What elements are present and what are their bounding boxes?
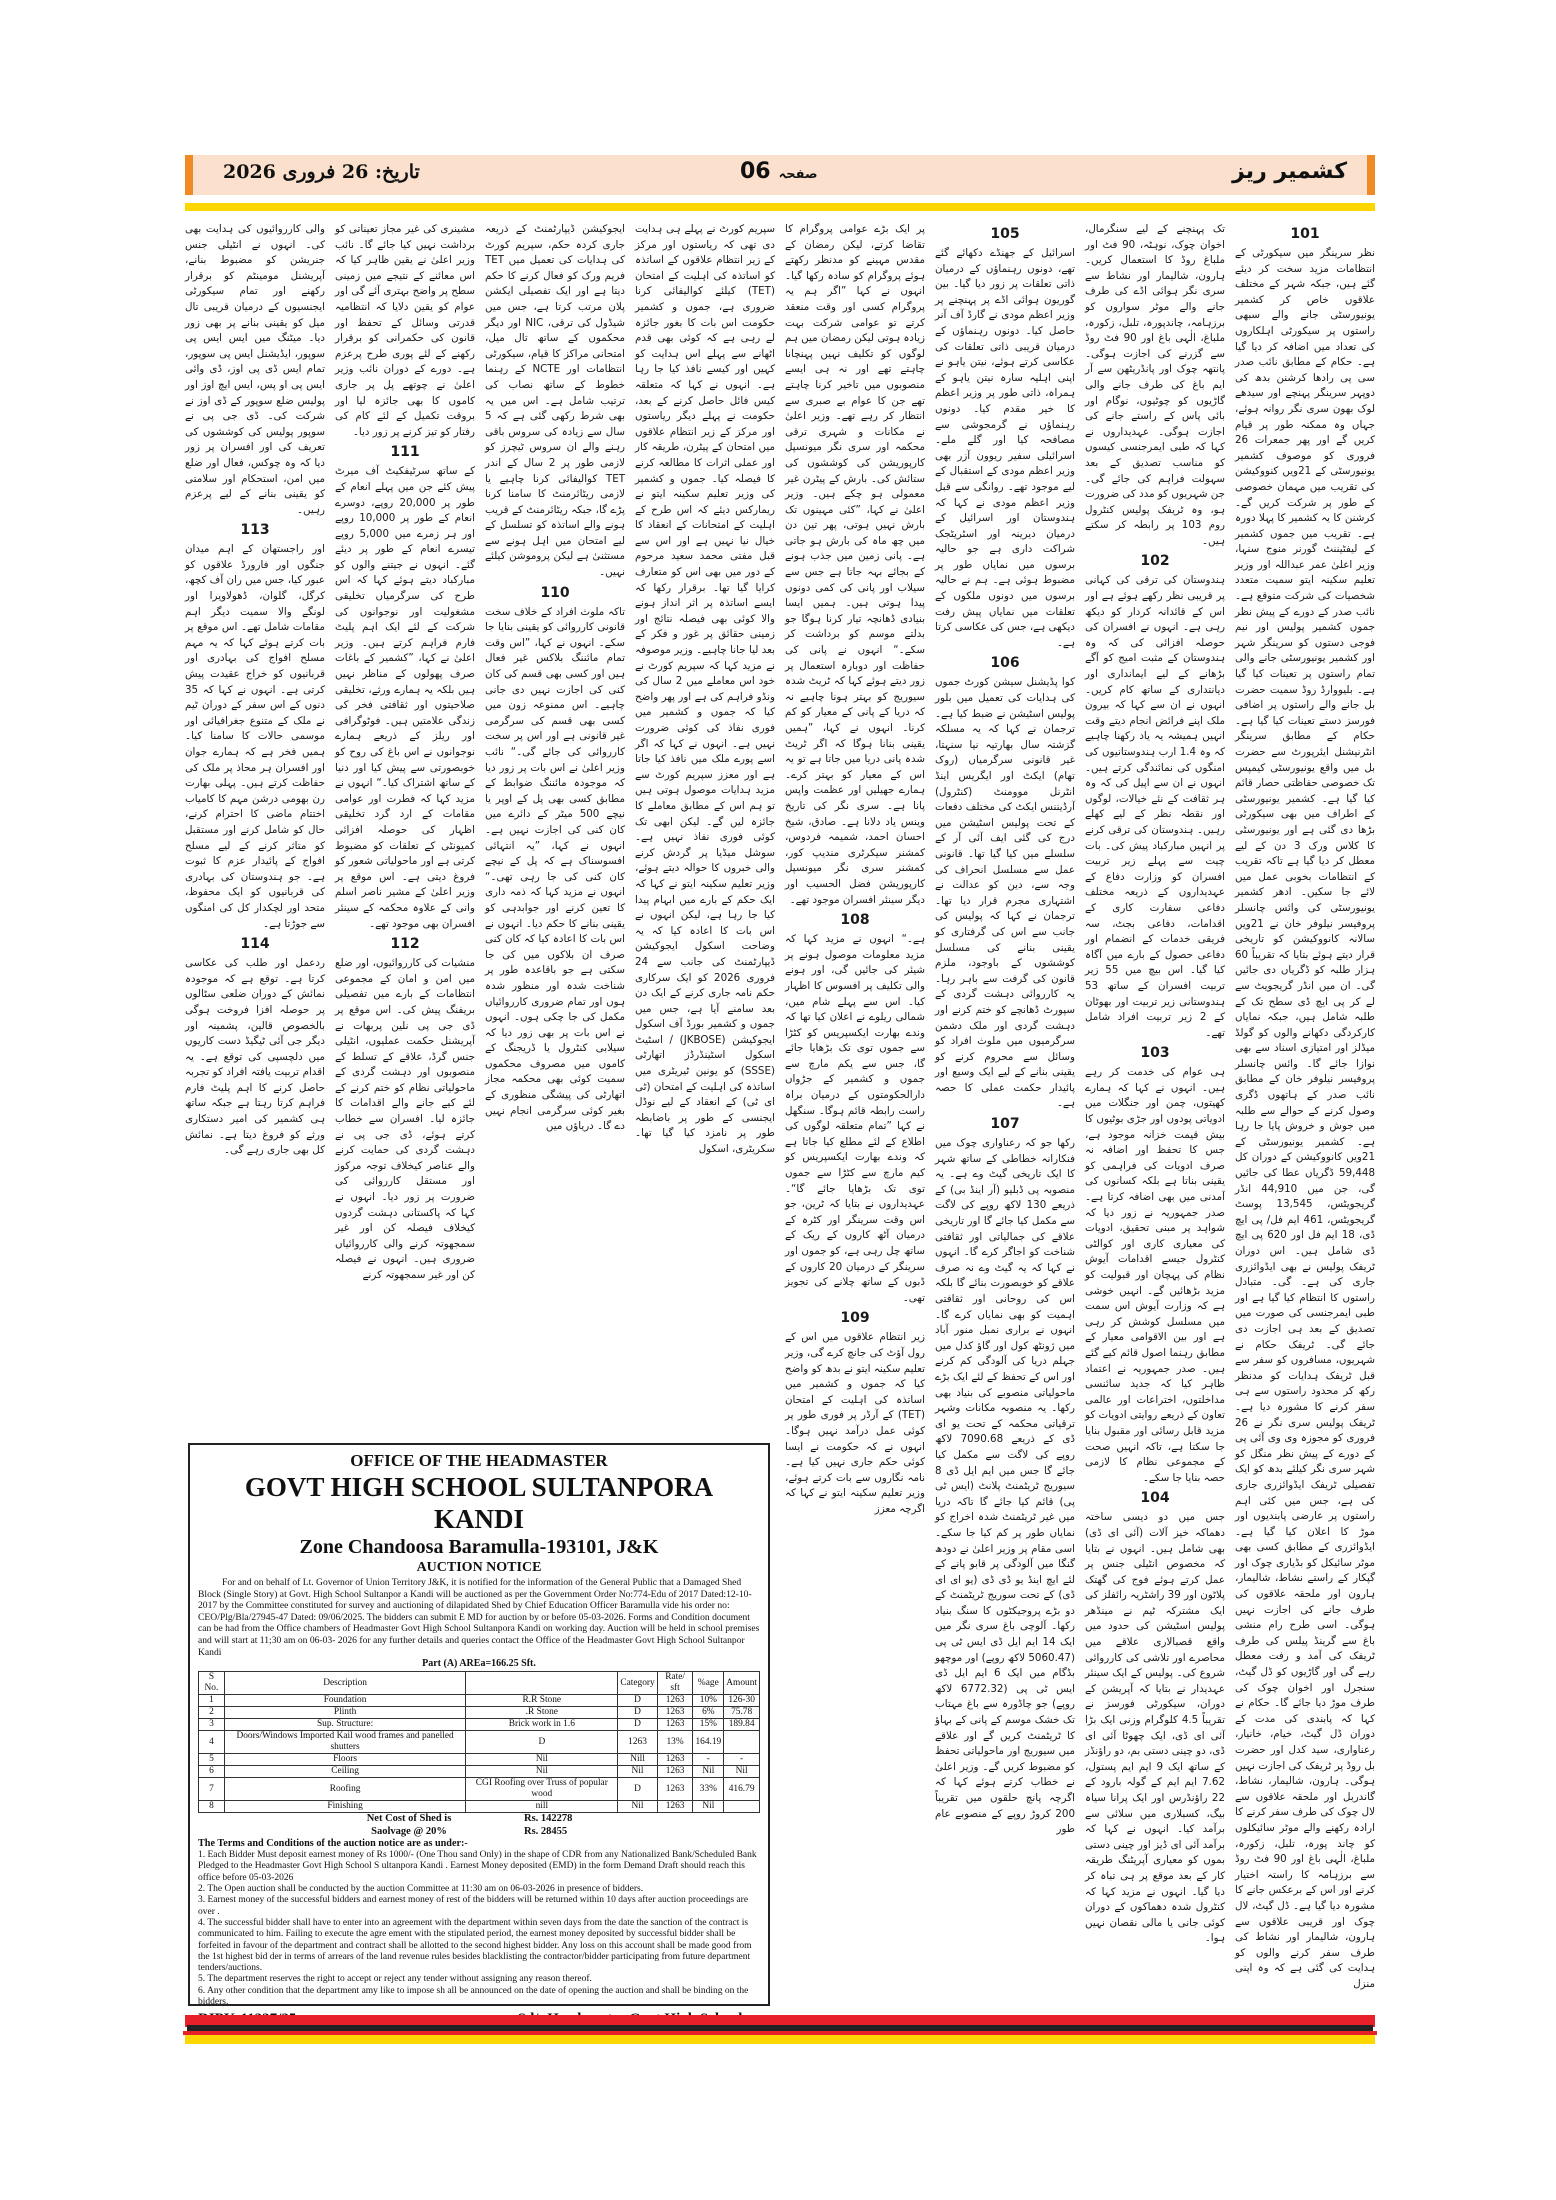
table-header-cell: %age [693,1672,724,1695]
table-cell: 1263 [657,1766,693,1778]
table-cell: Sup. Structure: [224,1719,465,1731]
story-text: پر ایک بڑے عوامی پروگرام کا تقاضا کرتے، لیکن رمضان کے مقدس مہینے کو مدنظر رکھتے ہوئے پروگرام کو سادہ رکھا گیا۔ انہوں نے کہا ”اگر ہم یہ پروگرام کسی اور وقت منعقد کرتے تو عوامی شرکت بہت زیادہ ہوتی لیکن رمضان میں ہم لوگوں کو تکلیف نہیں پہنچانا چاہتے تھے اور نہ ہی ایسے منصوبوں میں تاخیر کرنا چاہتے تھے جن کا عوام بے صبری سے انتظار کر رہے تھے۔ وزیر اعلیٰ نے مکانات و شہری ترقی محکمہ اور سری نگر میونسپل کارپوریشن کی کوششوں کی ستائش کی۔ بارش کے پیٹرن غیر معمولی ہو چکے ہیں۔ وزیر اعلیٰ نے کہا، ”کئی مہینوں تک بارش نہیں ہوتی، پھر تین دن میں چھ ماہ کی بارش ہو جاتی ہے۔ پانی زمین میں جذب ہونے کے بجائے بہہ جاتا ہے جس سے سیلاب اور پانی کی کمی دونوں پیدا ہوتی ہیں۔ ہمیں ایسا بنیادی ڈھانچہ تیار کرنا ہوگا جو بدلتے موسم کو برداشت کر سکے۔“ انہوں نے پانی کی حفاظت اور دوبارہ استعمال پر زور دیتے ہوئے کہا کہ ٹریٹ شدہ سیوریج کو بہتر ہونا چاہیے نہ کہ دریا کے پانی کے معیار کو کم کرنا۔ انہوں نے کہا، ”ہمیں یقینی بنانا ہوگا کہ اگر ٹریٹ شدہ پانی دریا میں جاتا ہے تو یہ اس کے معیار کو بہتر کرے۔ ہمارے جھیلیں اور عظمت واپس پانا ہے۔ سری نگر کی تاریخ وینس یاد دلانا ہے۔ صادق، شیخ احسان احمد، شمیمہ فردوس، کمشنر سیکرٹری مندیپ کور، کمشنر سری نگر میونسپل کارپوریشن فضل الحسیب اور دیگر سینئر افسران موجود تھے۔ [785,223,925,906]
table-cell: 10% [693,1695,724,1707]
table-cell: 1263 [657,1719,693,1731]
column-7 [335,222,475,1432]
table-cell: 1263 [657,1801,693,1813]
story-number: 114 [240,936,270,953]
table-cell: Roofing [224,1778,465,1801]
column-4 [785,222,925,2002]
table-cell: D [618,1778,657,1801]
story-number: 110 [540,584,570,601]
term-item: 2. The Open auction shall be conducted by the auction Committee at 11:30 am on 06-03-2026 in presence of bidders. [198,1884,644,1895]
table-row [199,1778,760,1801]
salvage-row [198,1826,760,1839]
story-text: تک پہنچنے کے لیے سنگرمال، اخوان چوک، نوہٹہ، 90 فٹ اور ملباغ روڈ کا استعمال کریں۔ ہارون، شالیمار اور نشاط سے سری نگر ہوائی اڈے کی طرف جانے والے موٹر سواروں کو برزہامہ، چاندپورہ، تلبل، زکورہ، ملباغ، الٰہی باغ اور 90 فٹ روڈ سے گزرنے کی اجازت ہوگی۔ پانتھہ چوک اور پانڈریٹھن سے آر ایم باغ کی طرف جانے والی گاڑیوں کو چوٹیوں، نوگام اور بائی پاس کے راستے جانے کی اجازت ہوگی۔ عہدیداروں نے کہا کہ طبی ایمرجنسی کیسوں کو مناسب تصدیق کے بعد سہولت فراہم کی جائے گی۔ جن شہریوں کو مدد کی ضرورت ہو، وہ ٹریفک پولیس کنٹرول روم 103 پر رابطہ کر سکتے ہیں۔ [1085,223,1226,547]
table-cell: 6 [199,1766,225,1778]
column-1 [1235,222,1375,2002]
story-text: ایجوکیشن ڈیپارٹمنٹ کے ذریعہ جاری کردہ حکم، سپریم کورٹ کی ہدایات کی تعمیل میں TET فریم ورک کو فعال کرنے کا حکم دیتا ہے اور ایک تفصیلی ایکشن پلان مرتب کرتا ہے، جس میں شیڈول کی ترقی، NIC اور دیگر محکموں کے ساتھ تال میل، امتحانی مراکز کا قیام، سیکورٹی انتظامات اور NCTE کے رہنما خطوط کے ساتھ نصاب کی ترتیب شامل ہے۔ اس میں یہ بھی شرط رکھی گئی ہے کہ 5 سال سے زیادہ کی سروس باقی رہنے والے ان سروس ٹیچرز کو لازمی طور پر 2 سال کے اندر TET کوالیفائی کرنا چاہیے یا لازمی ریٹائرمنٹ کا سامنا کرنا پڑے گا، جبکہ ریٹائرمنٹ کے قریب ہونے والے اساتذہ کو تسلسل کے لیے امتحان میں اہل ہونے سے مستثنیٰ ہے لیکن پروموشن کیلئے نہیں۔ [485,223,625,579]
story-number: 109 [840,1310,870,1327]
story-text: نظر سرینگر میں سیکورٹی کے انتظامات مزید سخت کر دیئے گئے ہیں، جبکہ شہر کے مختلف علاقوں خاص کر کشمیر یونیورسٹی جانے والے سبھی راستوں پر سیکورٹی اہلکاروں کی تعداد میں اضافہ کر دیا گیا ہے۔ حکام کے مطابق نائب صدر سی پی رادھا کرشنن بدھ کی دوپہر سرینگر پہنچے اور سیدھے لوک بھون سری نگر روانہ ہوئے، جہاں وہ ممکنہ طور پر قیام کریں گے اور پھر جمعرات 26 فروری کو موصوف کشمیر یونیورسٹی کے 21ویں کنووکیشن کی تقریب میں مہمان خصوصی کے طور پر شرکت کریں گے۔ کرشنن کا یہ کشمیر کا پہلا دورہ ہے۔ تقریب میں جموں کشمیر کے لیفٹیننٹ گورنر منوج سنہا، وزیر اعلیٰ عمر عبداللہ اور وزیر تعلیم سکینہ ایتو سمیت متعدد شخصیات کی شرکت متوقع ہے۔ نائب صدر کے دورے کے پیش نظر جموں کشمیر پولیس اور نیم فوجی دستوں کو سرینگر شہر اور کشمیر یونیورسٹی جانے والی تمام راستوں پر تعینات کیا گیا ہے۔ بلیووارڈ روڈ سمیت حضرت بل جانے والے راستوں پر اضافی فورسز دستے تعینات کیا گیا ہے۔ حکام کے مطابق سرینگر انٹرنیشنل ایئرپورٹ سے حضرت بل میں واقع یونیورسٹی کیمپس تک خصوصی حفاظتی حصار قائم کیا گیا ہے۔ کشمیر یونیورسٹی کے اطراف میں بھی سیکورٹی بڑھا دی گئی ہے اور یونیورسٹی کا کلاس ورک 3 دن کے لیے معطل کر دیا گیا ہے تاکہ تقریب کے انتظامات بخوبی عمل میں لائے جا سکیں۔ ادھر کشمیر یونیورسٹی کی وائس چانسلر پروفیسر نیلوفر خان نے 21ویں سالانہ کانووکیشن کو تاریخی قرار دیتے ہوئے بتایا کہ تقریباً 60 ہزار طلبہ کو ڈگریاں دی جائیں گی۔ ان میں انڈر گریجویٹ سے لے کر پی ایچ ڈی سطح تک کے طلبہ شامل ہیں، جبکہ نمایاں کارکردگی دکھانے والوں کو گولڈ میڈلز اور امتیازی اسناد سے بھی نوازا جائے گا۔ وائس چانسلر پروفیسر نیلوفر خان کے مطابق نائب صدر کے ہاتھوں ڈگری وصول کرنے کے حوالے سے طلبہ میں جوش و خروش پایا جا رہا ہے۔ کشمیر یونیورسٹی کے 21ویں کانووکیشن کے دوران کل 59,448 ڈگریاں عطا کی جائیں گی، جن میں 44,910 انڈر گریجویٹس، 13,545 پوسٹ گریجویٹس، 461 ایم فل/ پی ایچ ڈی، 18 ایم فل اور 620 پی ایچ ڈی شامل ہیں۔ اس دوران ٹریفک پولیس نے بھی ایڈوائزری جاری کی ہے۔ گی۔ متبادل راستوں کا انتظام کیا گیا ہے اور طبی ایمرجنسی کی صورت میں تصدیق کے بعد ہی اجازت دی جائے گی۔ ٹریفک حکام نے شہریوں، مسافروں کو سفر سے قبل ٹریفک ہدایات کو مدنظر رکھ کر محدود راستوں سے ہی سفر کرنے کا مشورہ دیا ہے۔ ٹریفک پولیس سری نگر نے 26 فروری کو مجوزہ وی وی آئی پی کے دورے کے پیش نظر منگل کو شہر سری نگر کیلئے بدھ کو ایک تفصیلی ٹریفک ایڈوائزری جاری کی ہے، جس میں کئی اہم راستوں پر عارضی پابندیوں اور موڑ کا اعلان کیا گیا ہے۔ ایڈوائزری کے مطابق کسی بھی موٹر سائیکل کو بڈیاری چوک اور گپکار کے راستے نشاط، شالیمار، ہارون اور ملحقہ علاقوں کی طرف جانے کی اجازت نہیں ہوگی۔ اسی طرح رام منشی باغ سے گرینڈ پیلس کی طرف ٹریفک کی آمد و رفت معطل رہے گی اور گاڑیوں کو ڈل گیٹ، سنجرل اور اخوان چوک کی طرف موڑ دیا جائے گا۔ حکام نے کہا کہ پابندی کی مدت کے دوران ڈل گیٹ، خیام، خانیار، رعناواری، سید کدل اور حضرت بل روڈ پر ٹریفک کی اجازت نہیں ہوگی۔ ہارون، شالیمار، نشاط، گاندربل اور ملحقہ علاقوں سے لال چوک کی طرف سفر کرنے کا ارادہ رکھنے والے موٹر سائیکلوں کو چاند پورہ، تلبل، زکورہ، ملباغ، الٰہی باغ اور 90 فٹ روڈ سے برزہامہ کا راستہ اختیار کرنے اور اس کے برعکس جانے کا مشورہ دیا گیا ہے۔ ڈل گیٹ، لال چوک اور قریبی علاقوں سے ہارون، شالیمار اور نشاط کی طرف سفر کرنے والوں کو ہدایت کی گئی ہے کہ وہ اپنی منزل [1235,247,1375,1990]
table-cell: Doors/Windows Imported Kail wood frames and panelled shutters [224,1731,465,1754]
table-cell: Nil [724,1766,760,1778]
table-cell: Nil [618,1766,657,1778]
table-cell: 13% [657,1731,693,1754]
table-header-cell: Amount [724,1672,760,1695]
table-cell: Nil [693,1766,724,1778]
auction-notice-ad [188,1443,770,2006]
table-header-cell: Category [618,1672,657,1695]
table-cell: CGI Roofing over Truss of popular wood [466,1778,618,1801]
story-text: ہندوستان کی ترقی کی کہانی پر قریبی نظر رکھے ہوئے ہے اور اس کے قائدانہ کردار کو دیکھ رہی ہے۔ انہوں نے افسران کی حوصلہ افزائی کی کہ وہ ہندوستان کے مثبت امیج کو آگے بڑھانے کے لیے ایمانداری اور دیانتداری کے ساتھ کام کریں۔ انہوں نے ان سے کہا کہ بیرون ملک اپنے فرائض انجام دیتے وقت انہیں ہمیشہ یہ یاد رکھنا چاہیے کہ وہ 1.4 ارب ہندوستانیوں کی امنگوں کی نمائندگی کرتے ہیں۔ انہوں نے ان سے اپیل کی کہ وہ ہر ثقافت کے نئے خیالات، لوگوں اور نقطہ نظر کے لیے کھلے رہیں۔ ہندوستان کی ترقی کرنے پر انہیں مبارکباد پیش کی۔ بات چیت سے پہلے زیر تربیت افسران کو وزارت دفاع کے عہدیداروں کے ذریعہ مختلف دفاعی سفارت کاری کے اقدامات، دفاعی بجٹ، سہ فریقی خدمات کے انضمام اور دفاعی حصول کے بارے میں آگاہ کیا گیا۔ اس بیچ میں 55 زیر تربیت افسران کے ساتھ 53 ہندوستانی زیر تربیت اور بھوٹان کے 2 زیر تربیت افراد شامل تھے۔ [1085,574,1226,1039]
table-cell: 1 [199,1695,225,1707]
table-cell [724,1801,760,1813]
auction-table [198,1671,760,1813]
story-text: تاکہ ملوث افراد کے خلاف سخت قانونی کارروائی کو یقینی بنایا جا سکے۔ انہوں نے کہا، ”اس وقت تمام مائننگ بلاکس غیر فعال ہیں اور کسی بھی قسم کی کان کنی کی اجازت نہیں دی جانی چاہیے۔ اس ممنوعہ زون میں کسی بھی قسم کی سرگرمی غیر قانونی ہے اور اس پر سخت کارروائی کی جائے گی۔“ نائب وزیر اعلیٰ نے اس بات پر زور دیا کہ موجودہ مائننگ ضوابط کے مطابق کسی بھی پل کے اوپر یا نیچے 500 میٹر کے دائرے میں کان کنی کی اجازت نہیں ہے۔ انہوں نے کہا، ”یہ انتہائی افسوسناک ہے کہ پل کے نیچے کان کنی کی جا رہی تھی۔“ انہوں نے مزید کہا کہ ذمہ داری کا تعین کرنے اور جوابدہی کو یقینی بنانے کا حکم دیا۔ انہوں نے اس بات کا اعادہ کیا کہ کان کنی صرف ان بلاکوں میں کی جا سکتی ہے جو باقاعدہ طور پر شناخت شدہ اور منظور شدہ ہوں اور تمام ضروری کارروائیاں مکمل کی جا چکی ہوں۔ انہوں نے اس بات پر بھی زور دیا کہ سیلابی کنٹرول یا ڈریجنگ کے کاموں میں مصروف محکموں سمیت کوئی بھی محکمہ مجاز اتھارٹی کی پیشگی منظوری کے بغیر کوئی سرگرمی انجام نہیں دے گا۔ دریاؤں میں [485,605,625,1133]
notice-body: For and on behalf of Lt. Governor of Union Territory J&K, it is notified for the information of the General Public that a Damaged Shed Block (Single Story) at Govt. High School Sultanpor a Kandi will be auctioned as per the Government Order No:774-Edu of 2017 Dated:12-10-2017 by the Committee constituted for survey and auctioning of dilapidated Shed by Chief Education Officer Baramulla vide his order no: CEO/Plg/Bla/27945-47 Dated: 09/06/2025. The bidders can submit E MD for auction by or before 05-03-2026. Forms and Condition document can be had from the Office chambers of Headmaster Govt High School Sultanpora Kandi on working day. Auction will be held in school premises and will start at 11;30 am on 06-03- 2026 for any further details and queries contact the Office of the Headmaster Govt High School Sultanpor Kandi [198,1577,760,1658]
table-row [199,1695,760,1707]
table-cell: nill [466,1801,618,1813]
story-text: ردعمل اور طلب کی عکاسی کرتا ہے۔ توقع ہے کہ موجودہ نمائش کے دوران ضلعی سٹالوں پر حوصلہ افزا فروخت ہوگی بالخصوص قالین، پشمینہ اور دیگر جی آئی ٹیگیڈ دست کاریوں میں دلچسپی کی توقع ہے۔ یہ اقدام تربیت یافتہ افراد کو تجربہ حاصل کرنے کا اہم پلیٹ فارم فراہم کرتا رہتا ہے جبکہ ساتھ ہی کشمیر کی امیر دستکاری ورثے کو فروغ دیتا ہے۔ نمائش کل بھی جاری رہے گی۔ [185,957,325,1157]
table-cell: - [724,1754,760,1766]
story-number: 112 [390,936,420,953]
story-text: مشینری کی غیر مجاز تعیناتی کو برداشت نہیں کیا جائے گا۔ نائب وزیر اعلیٰ نے یقین ظاہر کیا کہ اس معائنے کے نتیجے میں زمینی سطح پر واضح بہتری آئے گی اور عوام کو یقین دلایا کہ انتظامیہ قدرتی وسائل کے تحفظ اور قانون کی حکمرانی کو برقرار رکھنے کے لئے پوری طرح پرعزم ہے۔ دورے کے دوران نائب وزیر اعلیٰ نے چوتھے پل پر جاری کاموں کا بھی جائزہ لیا اور بروقت تکمیل کے لئے کام کی رفتار کو تیز کرنے پر زور دیا۔ [335,223,475,438]
table-header-cell: Description [224,1672,465,1695]
page-number: 06 [740,159,771,184]
column-2 [1085,222,1225,2002]
table-cell: R.R Stone [466,1695,618,1707]
table-cell: 15% [693,1719,724,1731]
column-5 [635,222,775,1432]
table-cell: 189.84 [724,1719,760,1731]
table-cell: Nill [618,1754,657,1766]
story-text: جس میں دو دیسی ساختہ دھماکہ خیز آلات (آئی ای ڈی) بھی شامل ہیں۔ انہوں نے بتایا کہ مخصوص انٹیلی جنس پر عمل کرتے ہوئے فوج کی گھتک پلاٹون اور 39 راشٹریہ رائفلز کی ایک مشترکہ ٹیم نے مینڈھر پولیس اسٹیشن کی حدود میں واقع قصبالاری علاقے میں محاصرے اور تلاشی کی کارروائی شروع کی۔ پولیس کے ایک سینئر عہدیدار نے بتایا کہ آپریشن کے دوران، سیکورٹی فورسز نے تقریباً 4.5 کلوگرام وزنی ایک بڑا آئی ای ڈی، ایک چھوٹا آئی ای ڈی، دو چینی دستی بم، دو راؤنڈز کے ساتھ ایک 9 ایم ایم پستول، 7.62 ایم ایم کے گولہ بارود کے 22 راؤنڈرس اور ایک پرانا سیاہ بیگ، کسبلاری میں سلائی سے برآمد کیا۔ انہوں نے کہا کہ برآمد آئی ای ڈیز اور چینی دستی بموں کو معیاری آپریٹنگ طریقہ کار کے بعد موقع پر ہی تباہ کر دیا گیا۔ انہوں نے مزید کہا کہ کنٹرول شدہ دھماکوں کے دوران کوئی جانی یا مالی نقصان نہیں ہوا۔ [1085,1511,1226,1945]
table-cell: 1263 [657,1778,693,1801]
table-row [199,1731,760,1754]
table-cell: 4 [199,1731,225,1754]
table-cell: Nil [693,1801,724,1813]
story-number: 106 [990,655,1020,672]
table-cell: Plinth [224,1707,465,1719]
story-text: والی کارروائیوں کی ہدایت بھی کی۔ انہوں نے انٹیلی جنس جنریشن کو مضبوط بنانے، آپریشنل مومینٹم کو برقرار رکھنے اور تمام سیکورٹی ایجنسیوں کے درمیان قریبی تال میل کو یقینی بنانے پر بھی زور دیا۔ میٹنگ میں ایس ایس پی سوپور، ایڈیشنل ایس پی سوپور، تمام ایس ڈی پی اوز، ڈی وائی ایس پی او پس، ایس ایچ اوز اور پولیس ضلع سوپور کے ڈی اوز نے شرکت کی۔ ڈی جی پی نے سوپور پولیس کی کوششوں کی تعریف کی اور افسران پر زور دیا کہ وہ چوکس، فعال اور ضلع میں امن، استحکام اور سلامتی کو یقینی بنانے کے لیے پرعزم رہیں۔ [185,223,325,516]
term-item: 3. Earnest money of the successful bidders and earnest money of rest of the bidders will be returned within 10 days after auction proceedings are over . [198,1895,749,1917]
story-text: کوا پڈیشنل سیشن کورٹ جموں کی ہدایات کی تعمیل میں بلور پولیس اسٹیشن نے ضبط کیا ہے۔ ترجمان نے کہا کہ یہ مسلکہ گزشتہ سال بھارتیہ نیا سنہتا، غیر قانونی سرگرمیاں (روک تھام) ایکٹ اور ایگریس اینڈ انٹرنل موومنٹ (کنٹرول) آرڈیننس ایکٹ کی مختلف دفعات کے تحت پولیس اسٹیشن میں درج کی گئی ایف آئی آر کے سلسلے میں کیا گیا تھا۔ قانونی عمل سے مسلسل انحراف کی وجہ سے، دین کو عدالت نے اشتہاری مجرم قرار دیا تھا۔ ترجمان نے کہا کہ پولیس کی جانب سے اس کی گرفتاری کو یقینی بنانے کی مسلسل کوششوں کے باوجود، ملزم قانون کی گرفت سے باہر رہا۔ یہ کارروائی دہشت گردی کے سپورٹ ڈھانچے کو ختم کرنے اور دہشت گردی اور ملک دشمن سرگرمیوں میں ملوث افراد کو وسائل سے محروم کرنے کو یقینی بنانے کے لیے ایک وسیع اور پائیدار حکمت عملی کا حصہ ہے۔ [935,676,1075,1110]
table-cell: .R Stone [466,1707,618,1719]
table-header-cell [466,1672,618,1695]
table-body [199,1695,760,1813]
table-cell: D [466,1731,618,1754]
table-cell: 1263 [657,1695,693,1707]
column-8 [185,222,325,1432]
story-number: 105 [990,226,1020,242]
table-cell: Floors [224,1754,465,1766]
net-cost-value: Rs. 142278 [524,1813,573,1825]
table-cell: 2 [199,1707,225,1719]
page-label: صفحہ [778,167,818,182]
story-number: 108 [840,912,870,929]
footer-yellow-bar [185,2035,1375,2044]
salvage-label: Saolvage @ 20% [371,1825,447,1837]
table-cell: D [618,1719,657,1731]
table-row [199,1766,760,1778]
table-cell: 1263 [657,1707,693,1719]
table-cell: 5 [199,1754,225,1766]
table-cell: 1263 [618,1731,657,1754]
story-text: منشیات کی کارروائیوں، اور ضلع میں امن و امان کے مجموعی انتظامات کے بارے میں تفصیلی بریفنگ پیش کی۔ اس موقع پر ڈی جی پی نلین پربھات نے آپریشنل حکمت عملیوں، انٹیلی جنس گرڈ، علاقے کے تسلط کے منصوبوں اور دہشت گردی کے ماحولیاتی نظام کو ختم کرنے کے لئے کیے جانے والے اقدامات کا جائزہ لیا۔ افسران سے خطاب کرتے ہوئے، ڈی جی پی نے دہشت گردی کی حمایت کرنے والے عناصر کیخلاف توجہ مرکوز اور مستقل کارروائی کی ضرورت پر زور دیا۔ انہوں نے کہا کہ پاکستانی دہشت گردوں کیخلاف فیصلہ کن اور غیر سمجھوتہ کرنے والی کارروائیاں ضروری ہیں۔ انہوں نے فیصلہ کن اور غیر سمجھوتہ کرنے [335,957,475,1281]
terms-heading: The Terms and Conditions of the auction notice are as under:- [198,1838,468,1850]
table-cell: Nil [466,1766,618,1778]
term-item: 4. The successful bidder shall have to enter into an agreement with the department within seven days from the date the sanction of the contract is communicated to him. Failing to execute the agre ement with the stipulated period, the earnest money deposited by successful bidder shall be forfeited in favour of the department and contract shall be allotted to the second highest bidder. Any loss on this account shall be made good from the 1st highest bid der in terms of arrears of the land revenue rules besides blacklisting the contractor/bidder participating from future department tenders/auctions. [198,1917,752,1974]
table-cell: 3 [199,1719,225,1731]
story-text: ہی عوام کی خدمت کر رہے ہیں۔ انہوں نے کہا کہ ہمارے کھیتوں، چمن اور جنگلات میں ادویاتی پودوں اور جڑی بوٹیوں کا بیش قیمت خزانہ موجود ہے، جس کا تحفظ اور اضافہ نہ صرف ادویات کی فراہمی کو یقینی بناتا ہے بلکہ کسانوں کی آمدنی میں بھی اضافہ کرتا ہے۔ صدر جمہوریہ نے زور دیا کہ شواہد پر مبنی تحقیق، ادویات کی معیاری کاری اور کوالٹی کنٹرول جیسے اقدامات آیوش نظام کی پہچان اور قبولیت کو مزید بڑھائیں گے۔ انہیں خوشی ہے کہ وزارت آیوش اس سمت میں مسلسل کوشش کر رہی ہے اور بین الاقوامی معیار کے مطابق رہنما اصول قائم کیے گئے ہیں۔ صدر جمہوریہ نے اعتماد ظاہر کیا کہ جدید سائنسی مداخلتوں، اختراعات اور عالمی تعاون کے ذریعے روایتی ادویات کو مزید قابل رسائی اور مقبول بنایا جا سکتا ہے، تاکہ انہیں صحت کے مجموعی نظام کا لازمی حصہ بنایا جا سکے۔ [1085,1066,1225,1484]
table-cell: Ceiling [224,1766,465,1778]
story-text: رکھا جو کہ رعناواری چوک میں فنکارانہ خطاطی کے ساتھ شہر کا ایک تاریخی گیٹ وے ہے۔ یہ منصوبہ پی ڈبلیو (آر اینڈ بی) کے ذریعے 130 لاکھ روپے کی لاگت سے مکمل کیا جائے گا اور تاریخی علاقے کی جمالیاتی اور ثقافتی شناخت کو اجاگر کرے گا۔ انہوں نے کہا کہ یہ گیٹ وے نہ صرف علاقے کو خوبصورت بنائے گا بلکہ اس کی روحانی اور ثقافتی اہمیت کو بھی نمایاں کرے گا۔ انہوں نے براری نمبل منور آباد میں ژونٹھ کول اور گاؤ کدل میں جہلم دریا کی آلودگی کم کرنے اور اس کے تحفظ کے لئے ایک بڑے ماحولیاتی منصوبے کی بنیاد بھی رکھا۔ یہ منصوبہ مکانات وشہر ترقیاتی محکمہ کے تحت یو ای ڈی کے ذریعے 7090.68 لاکھ روپے کی لاگت سے مکمل کیا جائے گا جس میں ایم ایل ڈی 8 سیوریج ٹریٹمنٹ پلانٹ (ایس ٹی پی) قائم کیا جائے گا تاکہ دریا میں غیر ٹریٹمنٹ شدہ اخراج کو نمایاں طور پر کم کیا جا سکے۔ اسی مقام پر وزیر اعلیٰ نے دودھ گنگا میں آلودگی پر قابو پانے کے لئے ایچ اینڈ یو ڈی ڈی (یو ای ای ڈی) کے تحت سوریج ٹریٹمنٹ کے دو بڑے پروجیکٹوں کا سنگ بنیاد رکھا۔ آلوچی باغ سری نگر میں ایک 14 ایم ایل ڈی ایس ٹی پی (5060.47 لاکھ روپے) اور موچھو بڈگام میں ایک 6 ایم ایل ڈی ایس ٹی پی (6772.32 لاکھ روپے) جو چاڈورہ سے باغ مہتاب تک خشک موسم کے پانی کے بہاؤ کا ٹریٹمنٹ کریں گے اور علاقے میں سیوریج اور ماحولیاتی تحفظ کو مضبوط کریں گے۔ وزیر اعلیٰ نے خطاب کرتے ہوئے کہا کہ اگرچہ پانچ حلقوں میں تقریباً 200 کروڑ روپے کے منصوبے عام طور [935,1137,1075,1836]
net-cost-label: Net Cost of Shed is [366,1813,452,1825]
newspaper-name: کشمیر ریز [1232,159,1347,184]
notice-part: Part (A) AREa=166.25 Sft. [422,1658,536,1670]
story-number: 101 [1290,226,1320,242]
table-cell: D [618,1707,657,1719]
table-cell [724,1731,760,1754]
story-text: کے ساتھ سرٹیفکیٹ آف میرٹ پیش کئے جن میں پہلے انعام کے طور پر 20,000 روپے، دوسرے انعام کے طور پر 10,000 روپے اور ہر زمرے میں 5,000 روپے تیسرے انعام کے طور پر دیئے گئے۔ انہوں نے جیتنے والوں کو مبارکباد دیتے ہوئے کہا کہ اس طرح کی سرگرمیاں تخلیقی مشغولیت اور نوجوانوں کی شرکت کے لئے ایک اہم پلیٹ فارم فراہم کرتے ہیں۔ وزیر اعلیٰ نے کہا، ”کشمیر کے باغات صرف پھولوں کے مناظر نہیں ہیں بلکہ یہ ہمارے ورثے، تخلیقی صلاحیتوں اور ثقافتی فخر کی زندگی علامتیں ہیں۔ فوٹوگرافی اور ریلز کے ذریعے ہمارے نوجوانوں نے اس باغ کی روح کو خوبصورتی سے پیش کیا اور دنیا کے ساتھ اشتراک کیا۔“ انہوں نے مزید کہا کہ فطرت اور عوامی مقامات کے ارد گرد تخلیقی اظہار کی حوصلہ افزائی کمیونٹی کے تعلقات کو مضبوط کرتی ہے اور ماحولیاتی شعور کو فروغ دیتی ہے۔ اس موقع پر وزیر اعلیٰ کے مشیر ناصر اسلم وانی کے علاوہ محکمہ کے سینئر افسران بھی موجود تھے۔ [335,465,475,930]
net-cost-row [198,1813,760,1826]
masthead-accent-left [185,155,193,195]
column-3 [935,222,1075,2002]
table-row [199,1754,760,1766]
story-number: 102 [1140,553,1170,570]
term-item: 6. Any other condition that the department amy like to impose sh all be announced on the date of opening the auction and shall be binding on the bidders. [198,1985,749,2008]
story-text: اسرائیل کے جھنڈے دکھائے گئے تھے، دونوں رہنماؤں کے درمیان ذاتی تعلقات پر زور دیا گیا۔ بین گوریون ہوائی اڈے پر پہنچنے پر وزیر اعظم مودی نے گارڈ آف آنر حاصل کیا۔ دونوں رہنماؤں کے درمیان قریبی ذاتی تعلقات کی عکاسی کرتے ہوئے، نیتن یاہو نے اپنی اہلیہ سارہ نیتن یاہو کے ہمراہ، ذاتی طور پر وزیر اعظم کا خیر مقدم کیا۔ دونوں رہنماؤں نے گرمجوشی سے مصافحہ کیا اور گلے ملے۔ اسرائیلی سفیر ریوون آزر بھی وزیر اعظم مودی کے استقبال کے لیے موجود تھے۔ روانگی سے قبل وزیر اعظم مودی نے کہا کہ ہندوستان اور اسرائیل کے درمیان دیرینہ اور اسٹریٹجک شراکت داری ہے جو حالیہ برسوں میں نمایاں طور پر مضبوط ہوئی ہے۔ ہم نے حالیہ برسوں میں دونوں ملکوں کے تعلقات میں نمایاں پیش رفت دیکھی ہے، جس کی عکاسی کرتا ہے۔ [935,247,1075,649]
notice-office: OFFICE OF THE HEADMASTER [350,1451,608,1470]
table-row [199,1801,760,1813]
issue-date: تاریخ: 26 فروری 2026 [223,161,420,183]
story-number: 103 [1140,1045,1170,1062]
table-cell: 6% [693,1707,724,1719]
table-row [199,1707,760,1719]
table-cell: 33% [693,1778,724,1801]
table-cell: 1263 [657,1754,693,1766]
salvage-value: Rs. 28455 [524,1825,568,1837]
story-number: 113 [240,522,270,539]
table-header-cell: S No. [199,1672,225,1695]
table-cell: Nil [466,1754,618,1766]
table-header-row [199,1672,760,1695]
masthead-accent-right [1367,155,1375,195]
table-cell: 416.79 [724,1778,760,1801]
table-row [199,1719,760,1731]
table-cell: 7 [199,1778,225,1801]
notice-zone: Zone Chandoosa Baramulla-193101, J&K [299,1536,659,1558]
table-cell: D [618,1695,657,1707]
story-text: ہے۔“ انہوں نے مزید کہا کہ مزید معلومات موصول ہونے پر شیئر کی جائیں گی، اور ہونے والی تکلیف پر افسوس کا اظہار کیا۔ اس سے پہلے شام میں، شمالی ریلوے نے اعلان کیا تھا کہ وندے بھارت ایکسپریس کو کٹڑا سے جموں توی تک بڑھایا جائے گا، جس سے یکم مارچ سے جموں و کشمیر کے جڑواں دارالحکومتوں کے درمیان براہ راست رابطہ قائم ہوگا۔ سنگھل نے کہا ”تمام متعلقہ لوگوں کی اطلاع کے لئے مطلع کیا جاتا ہے کہ وندے بھارت ایکسپریس کو کیم مارچ سے کٹڑا سے جموں توی تک بڑھایا جائے گا“۔ عہدیداروں نے بتایا کہ ٹرین، جو اس وقت سرینگر اور کٹرہ کے درمیان آٹھ کاروں کے ریک کے ساتھ چل رہی ہے، کو جموں اور سرینگر کے درمیان 20 کاروں کے ڈبوں کے ساتھ چلانے کی تجویز تھی۔ [785,933,925,1304]
table-cell: Foundation [224,1695,465,1707]
story-text: سپریم کورٹ نے پہلے ہی ہدایت دی تھی کہ ریاستوں اور مرکز کے زیر انتظام علاقوں کے اساتذہ کو اساتذہ کی اہلیت کے امتحان (TET) کیلئے کوالیفائی کرنا ضروری ہے، جموں و کشمیر حکومت اس بات کا بغور جائزہ لے رہی ہے کہ کوئی بھی قدم اٹھانے سے پہلے اس ہدایت کو کہیں اور کیسے نافذ کیا جا رہا ہے۔ انہوں نے کہا کہ متعلقہ کیس فائل حاصل کرنے کے بعد، حکومت نے پہلے دیگر ریاستوں اور مرکز کے زیر انتظام علاقوں میں امتحان کے پیٹرن، طریقہ کار اور عملی اثرات کا مطالعہ کرنے کا فیصلہ کیا۔ جموں و کشمیر کی وزیر تعلیم سکینہ ایتو نے ریمارکس دیئے کہ اس طرح کے اہلیت کے امتحانات کے انعقاد کا خیال نیا نہیں ہے اور اس سے قبل مفتی محمد سعید مرحوم کے دور میں بھی اس کو متعارف کرایا گیا تھا۔ برقرار رکھا کہ ایسے اساتذہ پر اثر انداز ہونے والا کوئی بھی فیصلہ نتائج اور زمینی حقائق پر غور و فکر کے بعد لیا جانا چاہیے۔ وزیر موصوفہ نے مزید کہا کہ سپریم کورٹ نے خود اس معاملے میں 2 سال کی ونڈو فراہم کی ہے اور پھر واضح کیا کہ جموں و کشمیر میں فوری نفاذ کی کوئی ضرورت نہیں ہے۔ انہوں نے کہا کہ اگر اسے پورے ملک میں نافذ کیا جاتا ہے اور معزز سپریم کورٹ سے مزید ہدایات موصول ہوتی ہیں تو ہم اس کے مطابق معاملے کا جائزہ لیں گے۔ لیکن ابھی تک کوئی فوری نفاذ نہیں ہے۔ سوشل میڈیا پر گردش کرنے والی خبروں کا حوالہ دیتے ہوئے، وزیر تعلیم سکینہ ایتو نے کہا کہ ایک حکم کے بارے میں ابہام پیدا کیا جا رہا ہے، لیکن انہوں نے اس بات کا اعادہ کیا کہ یہ وضاحت اسکول ایجوکیشن ڈیپارٹمنٹ کی جانب سے 24 فروری 2026 کو ایک سرکاری حکم نامہ جاری کرنے کے ایک دن بعد سامنے آیا ہے، جس میں جموں و کشمیر بورڈ آف اسکول ایجوکیشن (JKBOSE) / اسٹیٹ اسکول اسٹینڈرڈز اتھارٹی (SSSE) کو یونین ٹیریٹری میں اساتذہ کی اہلیت کے امتحان (ٹی ای ٹی) کے انعقاد کے لیے نوڈل ایجنسی کے طور پر باضابطہ طور پر نامزد کیا گیا تھا۔ سکریٹری، اسکول [635,223,775,1156]
table-header-cell: Rate/ sft [657,1672,693,1695]
story-number: 107 [990,1116,1020,1133]
table-cell: 164.19 [693,1731,724,1754]
table-cell: 8 [199,1801,225,1813]
terms-list [198,1850,760,2008]
table-cell: Finishing [224,1801,465,1813]
notice-school: GOVT HIGH SCHOOL SULTANPORA KANDI [244,1472,714,1534]
notice-title: AUCTION NOTICE [416,1560,542,1575]
table-cell: Nil [618,1801,657,1813]
column-6 [485,222,625,1432]
story-number: 104 [1140,1490,1170,1507]
table-cell: 126-30 [724,1695,760,1707]
masthead [185,155,1375,195]
story-text: زیر انتظام علاقوں میں اس کے رول آؤٹ کی جانچ کرے گی، وزیر تعلیم سکینہ ایتو نے بدھ کو واضح کیا کہ جموں و کشمیر میں اساتذہ کی اہلیت کے امتحان (TET) کے آرڈر پر فوری طور پر کوئی عمل درآمد نہیں ہوگا۔ انہوں نے کہ حکومت نے ایسا کوئی حکم جاری نہیں کیا ہے۔ نامہ نگاروں سے بات کرتے ہوئے، وزیر تعلیم سکینہ ایتو نے کہا کہ اگرچہ معزز [785,1331,925,1515]
story-number: 111 [390,444,420,461]
table-cell: 75.78 [724,1707,760,1719]
table-cell: - [693,1754,724,1766]
header-rule [185,203,1375,211]
story-text: اور راجستھان کے اہم میدان جنگوں اور فارورڈ علاقوں کو عبور کیا، جس میں ران آف کچھ، کرگل، گلوان، ڈھولاویرا اور لونگے والا سمیت دیگر اہم مقامات شامل تھے۔ اس موقع پر بات کرتے ہوئے کہا کہ یہ مہم مسلح افواج کی بہادری اور قربانیوں کو خراج عقیدت پیش کرتی ہے۔ انہوں نے کہا کہ 35 دنوں کے اس سفر کے دوران ٹیم نے ملک کے متنوع جغرافیائی اور موسمی حالات کا سامنا کیا۔ ہمیں فخر ہے کہ ہمارے جوان اور افسران ہر محاذ پر ملک کی حفاظت کرتے ہیں۔ پہلی بھارت رن بھومی درشن مہم کا کامیاب اختتام ماضی کا احترام کرنے، حال کو شامل کرنے اور مستقبل کو متاثر کرنے کے لیے مسلح افواج کے پائیدار عزم کا ثبوت ہے۔ جو ہندوستان کی بہادری کی قربانیوں کو ایک محفوظ، متحد اور لچکدار کل کی امنگوں سے جوڑتا ہے۔ [185,543,325,930]
term-item: 1. Each Bidder Must deposit earnest money of Rs 1000/- (One Thou sand Only) in the shape of CDR from any Nationalized Bank/Scheduled Bank Pledged to the Headmaster Govt High School S ultanpora Kandi . Earnest Money deposited (EMD) in the form Demand Draft should reach this office before 05-03-2026 [198,1850,757,1883]
page-indicator [740,159,818,184]
table-cell: Brick work in 1.6 [466,1719,618,1731]
term-item: 5. The department reserves the right to accept or reject any tender without assigning any reason thereof. [198,1974,592,1985]
